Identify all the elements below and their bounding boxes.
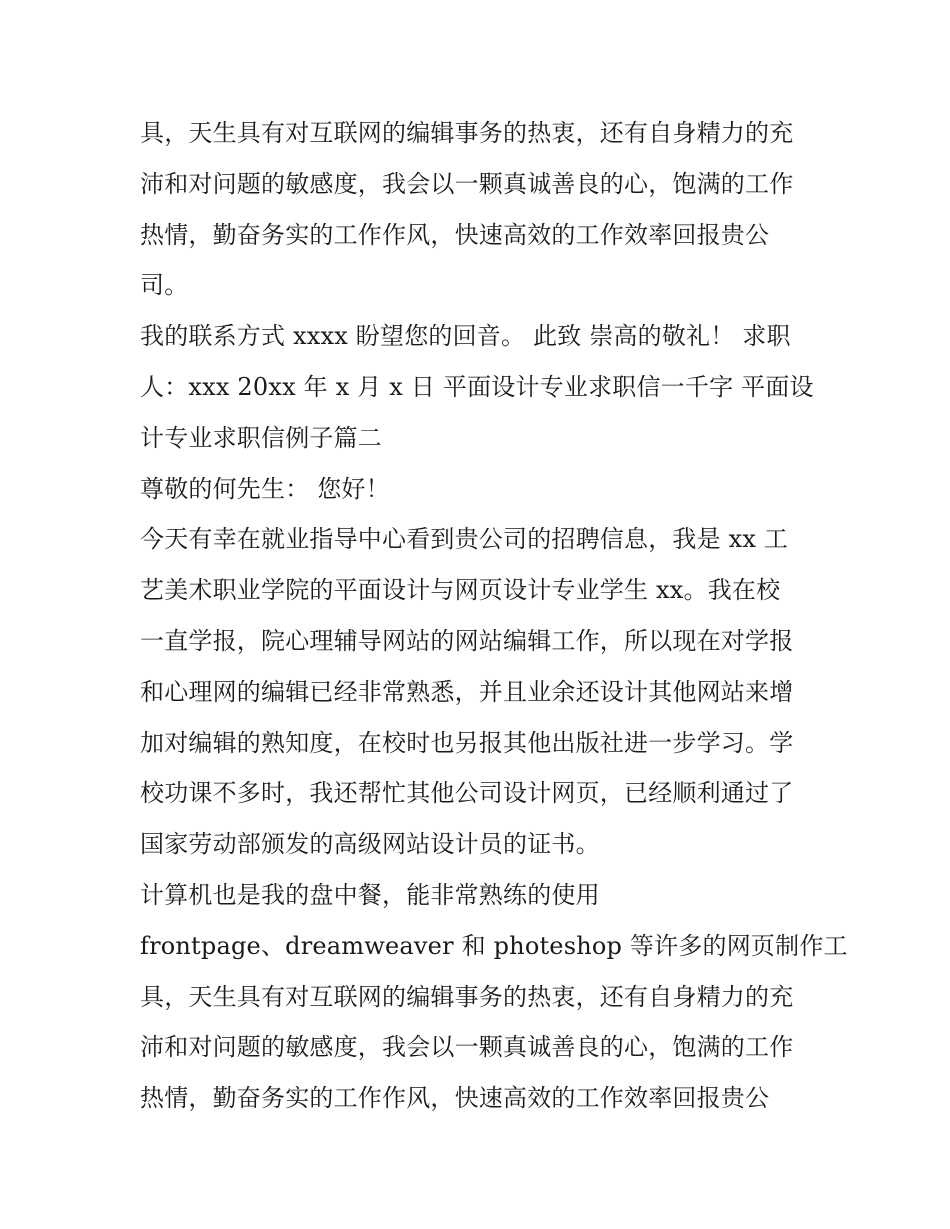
text-line: 和心理网的编辑已经非常熟悉，并且业余还设计其他网站来增 xyxy=(140,677,794,706)
text-line: 热情，勤奋务实的工作作风，快速高效的工作效率回报贵公 xyxy=(140,220,770,249)
text-line: 具，天生具有对互联网的编辑事务的热衷，还有自身精力的充 xyxy=(140,119,794,147)
text-line: 一直学报，院心理辅导网站的网站编辑工作，所以现在对学报 xyxy=(140,626,794,655)
text-line: 司。 xyxy=(140,271,189,300)
text-line: 热情，勤奋务实的工作作风，快速高效的工作效率回报贵公 xyxy=(140,1084,770,1113)
text-line: frontpage、dreamweaver 和 photeshop 等许多的网页制作工 xyxy=(140,931,848,960)
greeting-line: 尊敬的何先生： 您好！ xyxy=(140,474,390,503)
text-line: 加对编辑的熟知度，在校时也另报其他出版社进一步学习。学 xyxy=(140,728,794,757)
text-line: 艺美术职业学院的平面设计与网页设计专业学生 xx。我在校 xyxy=(140,576,781,605)
text-line: 沛和对问题的敏感度，我会以一颗真诚善良的心，饱满的工作 xyxy=(140,1033,794,1062)
text-line: 今天有幸在就业指导中心看到贵公司的招聘信息，我是 xx 工 xyxy=(140,525,789,554)
text-line: 国家劳动部颁发的高级网站设计员的证书。 xyxy=(140,830,600,859)
text-line: 校功课不多时，我还帮忙其他公司设计网页，已经顺利通过了 xyxy=(140,779,794,808)
document-body xyxy=(140,108,848,1124)
text-line: 我的联系方式 xxxx 盼望您的回音。 此致 崇高的敬礼！ 求职 xyxy=(140,322,791,351)
text-line: 沛和对问题的敏感度，我会以一颗真诚善良的心，饱满的工作 xyxy=(140,169,794,198)
text-line: 具，天生具有对互联网的编辑事务的热衷，还有自身精力的充 xyxy=(140,982,794,1011)
text-line: 计算机也是我的盘中餐，能非常熟练的使用 xyxy=(140,880,600,909)
text-line: 人：xxx 20xx 年 x 月 x 日 平面设计专业求职信一千字 平面设 xyxy=(140,372,814,401)
text-line: 计专业求职信例子篇二 xyxy=(140,423,382,452)
